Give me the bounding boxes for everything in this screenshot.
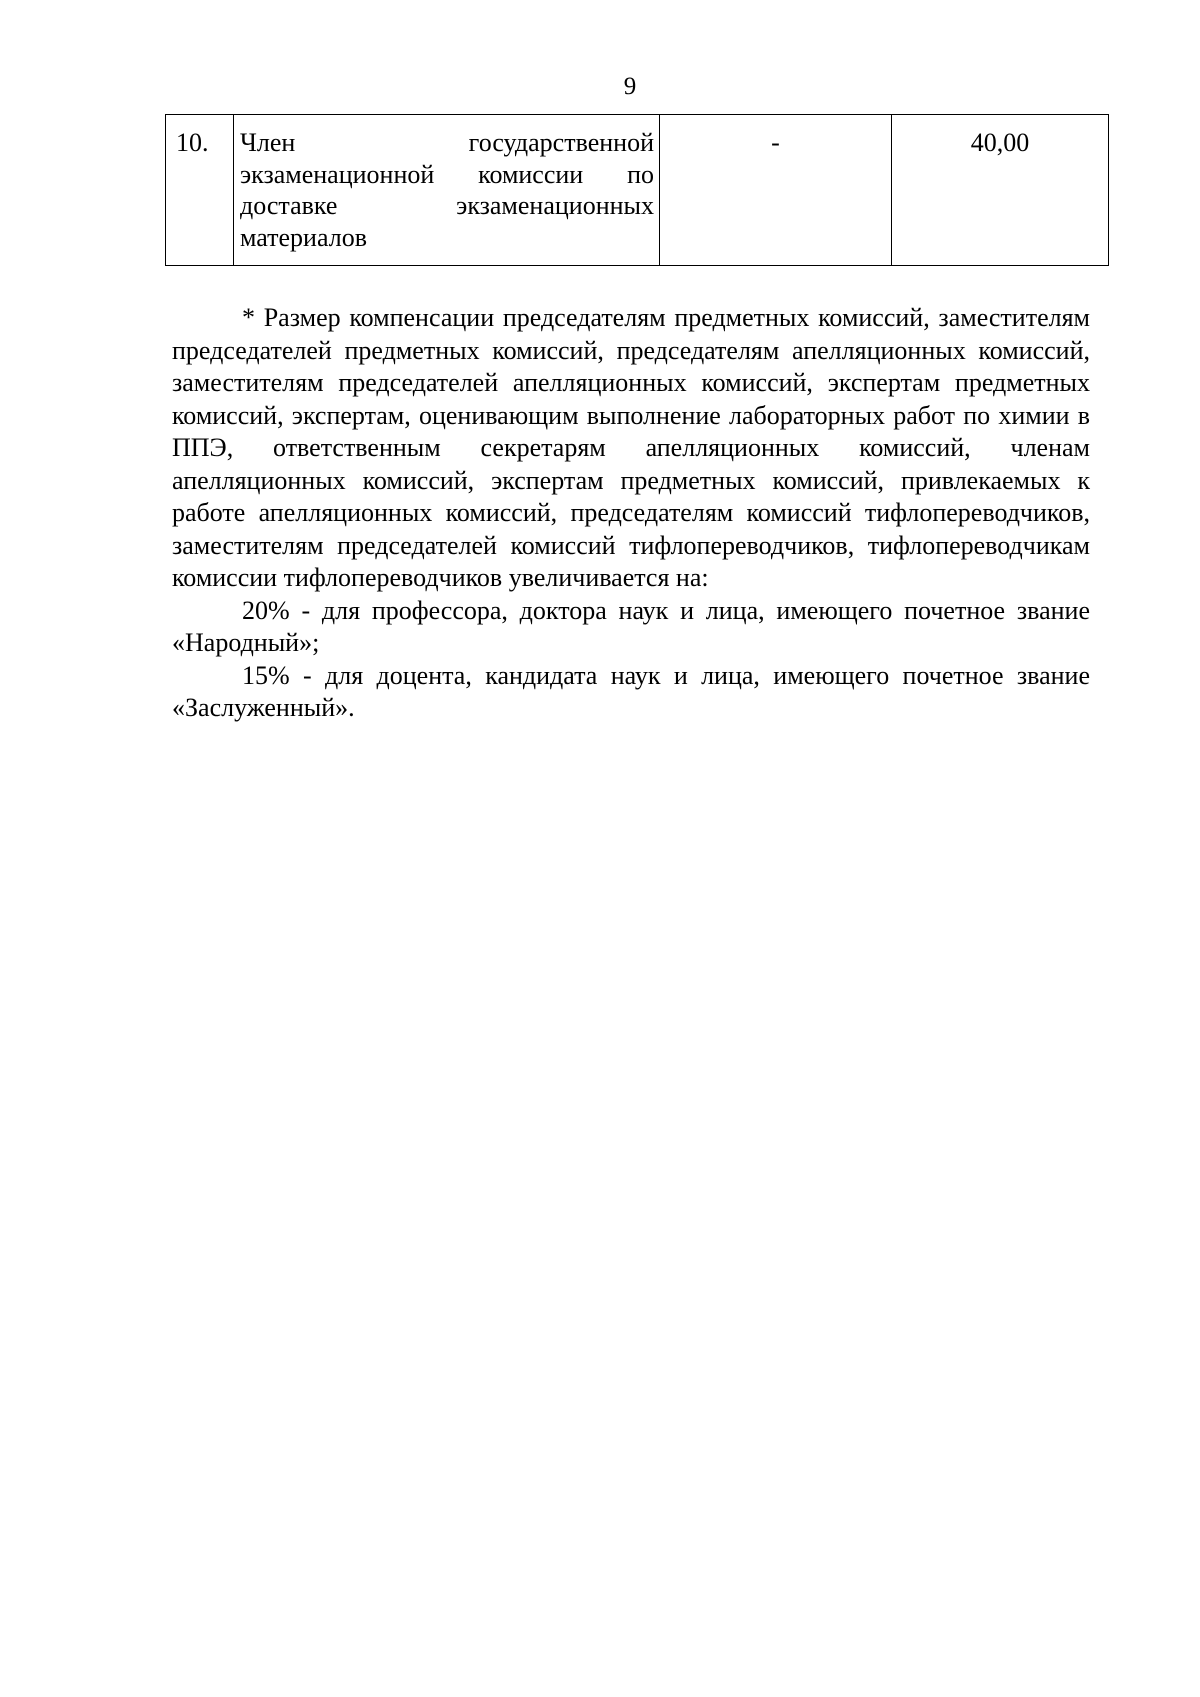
compensation-table <box>165 114 1109 266</box>
footnote-item-20-percent: 20% - для профессора, доктора наук и лица, имеющего почетное звание «Народный»; <box>172 595 1090 657</box>
rate-cell-dash <box>660 115 892 266</box>
footnote-item-15-percent: 15% - для доцента, кандидата наук и лица, имеющего почетное звание «Заслуженный». <box>172 660 1090 722</box>
page-number: 9 <box>623 73 637 100</box>
footnote-paragraph: * Размер компенсации председателям предметных комиссий, заместителям председателей предметных комиссий, председателям апелляционных комиссий, заместителям председателей апелляционных комиссий, экспертам предметных комиссий, экспертам, оценивающим выполнение лабораторных работ по химии в ППЭ, ответственным секретарям апелляционных комиссий, членам апелляционных комиссий, экспертам предметных комиссий, привлекаемых к работе апелляционных комиссий, председателям комиссий тифлопереводчиков, заместителям председателей комиссий тифлопереводчиков, тифлопереводчикам комиссии тифлопереводчиков увеличивается на: <box>172 303 1090 592</box>
rate-value: 40,00 <box>970 128 1030 157</box>
rate-dash: - <box>771 128 780 157</box>
position-name: Член государственной экзаменационной комиссии по доставке экзаменационных материалов <box>240 128 654 252</box>
table-row <box>166 115 1109 266</box>
rate-value-cell <box>892 115 1109 266</box>
row-number: 10. <box>176 128 209 157</box>
row-number-cell <box>166 115 234 266</box>
footnote-block <box>172 302 1090 725</box>
position-name-cell <box>234 115 660 266</box>
